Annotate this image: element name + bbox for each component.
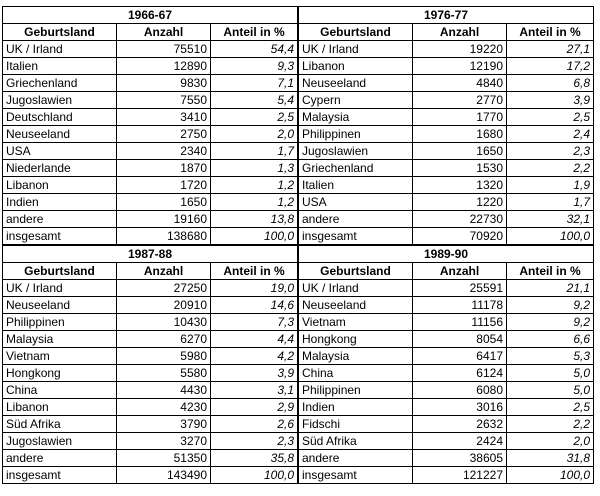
country-cell: Italien <box>3 58 117 75</box>
percent-cell: 4,2 <box>211 348 298 365</box>
percent-cell: 1,7 <box>507 194 594 211</box>
table-row <box>3 314 298 331</box>
percent-cell: 6,8 <box>507 75 594 92</box>
percent-cell: 9,2 <box>507 297 594 314</box>
table-row <box>299 416 594 433</box>
country-cell: Indien <box>3 194 117 211</box>
percent-cell: 1,7 <box>211 143 298 160</box>
country-cell: Neuseeland <box>299 75 413 92</box>
percent-cell: 2,2 <box>507 416 594 433</box>
country-cell: Philippinen <box>3 314 117 331</box>
country-cell: Griechenland <box>3 75 117 92</box>
count-cell: 143490 <box>117 467 211 484</box>
header-anteil: Anteil in % <box>211 263 298 280</box>
percent-cell: 9,2 <box>507 314 594 331</box>
table-row <box>299 433 594 450</box>
country-cell: Vietnam <box>3 348 117 365</box>
country-cell: Italien <box>299 177 413 194</box>
percent-cell: 9,3 <box>211 58 298 75</box>
percent-cell: 5,3 <box>507 348 594 365</box>
table-row <box>3 382 298 399</box>
percent-cell: 5,0 <box>507 382 594 399</box>
country-cell: Cypern <box>299 92 413 109</box>
count-cell: 22730 <box>413 211 507 228</box>
country-cell: Malaysia <box>299 348 413 365</box>
count-cell: 4230 <box>117 399 211 416</box>
country-cell: Libanon <box>299 58 413 75</box>
header-geburtsland: Geburtsland <box>3 263 117 280</box>
table-row <box>299 280 594 297</box>
header-anzahl: Anzahl <box>413 263 507 280</box>
percent-cell: 27,1 <box>507 41 594 58</box>
country-cell: insgesamt <box>299 228 413 245</box>
count-cell: 121227 <box>413 467 507 484</box>
table-row <box>299 109 594 126</box>
count-cell: 6080 <box>413 382 507 399</box>
country-cell: Philippinen <box>299 126 413 143</box>
header-anzahl: Anzahl <box>413 24 507 41</box>
count-cell: 12190 <box>413 58 507 75</box>
table-row <box>299 467 594 484</box>
count-cell: 1320 <box>413 177 507 194</box>
table-row <box>3 126 298 143</box>
table-row <box>299 365 594 382</box>
count-cell: 75510 <box>117 41 211 58</box>
country-cell: Indien <box>299 399 413 416</box>
percent-cell: 1,9 <box>507 177 594 194</box>
percent-cell: 2,3 <box>211 433 298 450</box>
count-cell: 70920 <box>413 228 507 245</box>
percent-cell: 5,0 <box>507 365 594 382</box>
percent-cell: 2,4 <box>507 126 594 143</box>
count-cell: 1770 <box>413 109 507 126</box>
table-row <box>3 365 298 382</box>
country-cell: USA <box>3 143 117 160</box>
percent-cell: 2,6 <box>211 416 298 433</box>
percent-cell: 13,8 <box>211 211 298 228</box>
header-geburtsland: Geburtsland <box>3 24 117 41</box>
count-cell: 5580 <box>117 365 211 382</box>
table-row <box>3 143 298 160</box>
percent-cell: 100,0 <box>211 228 298 245</box>
count-cell: 2424 <box>413 433 507 450</box>
table-row <box>299 211 594 228</box>
header-anteil: Anteil in % <box>211 24 298 41</box>
table-row <box>299 41 594 58</box>
percent-cell: 6,6 <box>507 331 594 348</box>
count-cell: 3790 <box>117 416 211 433</box>
count-cell: 1650 <box>413 143 507 160</box>
table-row <box>3 228 298 245</box>
percent-cell: 7,1 <box>211 75 298 92</box>
table-row <box>299 348 594 365</box>
percent-cell: 14,6 <box>211 297 298 314</box>
country-cell: UK / Irland <box>3 41 117 58</box>
country-cell: Philippinen <box>299 382 413 399</box>
country-cell: UK / Irland <box>3 280 117 297</box>
country-cell: Niederlande <box>3 160 117 177</box>
table-row <box>299 194 594 211</box>
count-cell: 19220 <box>413 41 507 58</box>
count-cell: 1870 <box>117 160 211 177</box>
percent-cell: 19,0 <box>211 280 298 297</box>
table-row <box>299 160 594 177</box>
count-cell: 11178 <box>413 297 507 314</box>
count-cell: 2632 <box>413 416 507 433</box>
percent-cell: 3,1 <box>211 382 298 399</box>
country-cell: insgesamt <box>3 467 117 484</box>
table-row <box>299 177 594 194</box>
column-header-row <box>3 24 298 41</box>
table-row <box>299 228 594 245</box>
country-cell: Malaysia <box>3 331 117 348</box>
country-cell: China <box>3 382 117 399</box>
percent-cell: 1,2 <box>211 177 298 194</box>
country-cell: Hongkong <box>299 331 413 348</box>
country-cell: Deutschland <box>3 109 117 126</box>
table-row <box>299 92 594 109</box>
table-row <box>299 75 594 92</box>
count-cell: 4840 <box>413 75 507 92</box>
count-cell: 38605 <box>413 450 507 467</box>
header-anteil: Anteil in % <box>507 24 594 41</box>
count-cell: 9830 <box>117 75 211 92</box>
table-row <box>299 58 594 75</box>
percent-cell: 21,1 <box>507 280 594 297</box>
count-cell: 12890 <box>117 58 211 75</box>
percent-cell: 100,0 <box>211 467 298 484</box>
count-cell: 6270 <box>117 331 211 348</box>
column-header-row <box>299 24 594 41</box>
country-cell: Griechenland <box>299 160 413 177</box>
column-header-row <box>299 263 594 280</box>
header-geburtsland: Geburtsland <box>299 24 413 41</box>
percent-cell: 2,5 <box>507 109 594 126</box>
table-row <box>3 109 298 126</box>
table-block <box>2 245 298 484</box>
count-cell: 19160 <box>117 211 211 228</box>
count-cell: 3270 <box>117 433 211 450</box>
count-cell: 11156 <box>413 314 507 331</box>
count-cell: 7550 <box>117 92 211 109</box>
country-cell: Neuseeland <box>3 126 117 143</box>
percent-cell: 3,9 <box>507 92 594 109</box>
count-cell: 5980 <box>117 348 211 365</box>
table-row <box>299 399 594 416</box>
country-cell: Süd Afrika <box>3 416 117 433</box>
percent-cell: 31,8 <box>507 450 594 467</box>
header-anzahl: Anzahl <box>117 24 211 41</box>
table-row <box>299 382 594 399</box>
percent-cell: 2,5 <box>507 399 594 416</box>
count-cell: 138680 <box>117 228 211 245</box>
table-row <box>3 280 298 297</box>
percent-cell: 7,3 <box>211 314 298 331</box>
percent-cell: 35,8 <box>211 450 298 467</box>
count-cell: 8054 <box>413 331 507 348</box>
count-cell: 3016 <box>413 399 507 416</box>
count-cell: 1680 <box>413 126 507 143</box>
table-row <box>3 75 298 92</box>
country-cell: andere <box>299 211 413 228</box>
country-cell: insgesamt <box>3 228 117 245</box>
table-row <box>3 467 298 484</box>
count-cell: 6417 <box>413 348 507 365</box>
count-cell: 2340 <box>117 143 211 160</box>
percent-cell: 2,0 <box>211 126 298 143</box>
percent-cell: 2,2 <box>507 160 594 177</box>
percent-cell: 2,9 <box>211 399 298 416</box>
percent-cell: 5,4 <box>211 92 298 109</box>
country-cell: Jugoslawien <box>299 143 413 160</box>
count-cell: 2770 <box>413 92 507 109</box>
table-row <box>299 297 594 314</box>
count-cell: 1720 <box>117 177 211 194</box>
country-cell: USA <box>299 194 413 211</box>
country-cell: insgesamt <box>299 467 413 484</box>
count-cell: 6124 <box>413 365 507 382</box>
country-cell: China <box>299 365 413 382</box>
country-cell: Neuseeland <box>3 297 117 314</box>
country-cell: Jugoslawien <box>3 433 117 450</box>
country-cell: Malaysia <box>299 109 413 126</box>
table-row <box>299 450 594 467</box>
header-geburtsland: Geburtsland <box>299 263 413 280</box>
percent-cell: 2,3 <box>507 143 594 160</box>
country-cell: Vietnam <box>299 314 413 331</box>
table-row <box>299 314 594 331</box>
table-block <box>2 6 298 245</box>
table-row <box>3 211 298 228</box>
country-cell: andere <box>3 211 117 228</box>
country-cell: Neuseeland <box>299 297 413 314</box>
country-cell: Hongkong <box>3 365 117 382</box>
count-cell: 27250 <box>117 280 211 297</box>
count-cell: 1530 <box>413 160 507 177</box>
country-cell: Jugoslawien <box>3 92 117 109</box>
percent-cell: 1,3 <box>211 160 298 177</box>
count-cell: 10430 <box>117 314 211 331</box>
period-heading: 1966-67 <box>3 7 298 24</box>
percent-cell: 100,0 <box>507 228 594 245</box>
table-row <box>299 126 594 143</box>
table-row <box>3 348 298 365</box>
percent-cell: 3,9 <box>211 365 298 382</box>
table-row <box>3 416 298 433</box>
table-row <box>3 450 298 467</box>
percent-cell: 54,4 <box>211 41 298 58</box>
count-cell: 4430 <box>117 382 211 399</box>
country-cell: UK / Irland <box>299 41 413 58</box>
table-row <box>3 399 298 416</box>
country-cell: UK / Irland <box>299 280 413 297</box>
count-cell: 51350 <box>117 450 211 467</box>
period-heading: 1987-88 <box>3 246 298 263</box>
country-cell: Libanon <box>3 399 117 416</box>
column-header-row <box>3 263 298 280</box>
period-heading: 1989-90 <box>299 246 594 263</box>
percent-cell: 32,1 <box>507 211 594 228</box>
table-row <box>3 92 298 109</box>
percent-cell: 4,4 <box>211 331 298 348</box>
percent-cell: 2,5 <box>211 109 298 126</box>
count-cell: 2750 <box>117 126 211 143</box>
table-row <box>3 433 298 450</box>
period-heading: 1976-77 <box>299 7 594 24</box>
header-anteil: Anteil in % <box>507 263 594 280</box>
count-cell: 3410 <box>117 109 211 126</box>
country-cell: andere <box>3 450 117 467</box>
table-block <box>298 245 594 484</box>
header-anzahl: Anzahl <box>117 263 211 280</box>
country-cell: Süd Afrika <box>299 433 413 450</box>
count-cell: 25591 <box>413 280 507 297</box>
table-row <box>3 41 298 58</box>
country-cell: andere <box>299 450 413 467</box>
table-row <box>3 160 298 177</box>
percent-cell: 100,0 <box>507 467 594 484</box>
table-row <box>3 194 298 211</box>
top-row <box>2 6 592 245</box>
percent-cell: 17,2 <box>507 58 594 75</box>
table-row <box>3 58 298 75</box>
table-row <box>3 297 298 314</box>
bottom-row <box>2 245 592 484</box>
count-cell: 1650 <box>117 194 211 211</box>
count-cell: 20910 <box>117 297 211 314</box>
country-cell: Fidschi <box>299 416 413 433</box>
table-row <box>299 143 594 160</box>
table-block <box>298 6 594 245</box>
percent-cell: 2,0 <box>507 433 594 450</box>
percent-cell: 1,2 <box>211 194 298 211</box>
table-row <box>3 331 298 348</box>
count-cell: 1220 <box>413 194 507 211</box>
country-cell: Libanon <box>3 177 117 194</box>
table-row <box>299 331 594 348</box>
table-row <box>3 177 298 194</box>
immigration-table-sheet <box>2 6 592 484</box>
